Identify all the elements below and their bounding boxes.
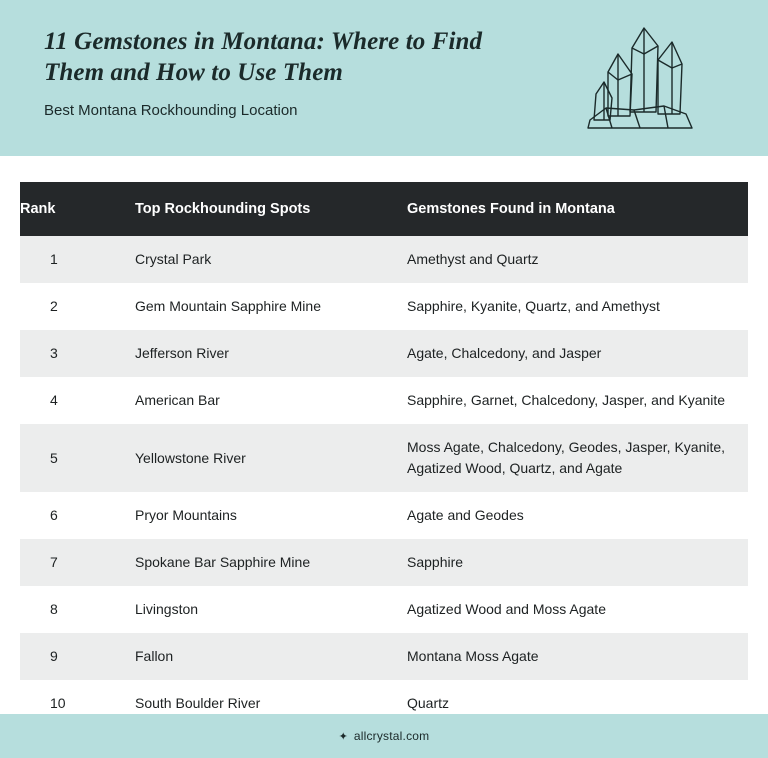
cell-spot: Pryor Mountains [135,492,407,539]
cell-rank: 9 [20,633,135,680]
cell-rank: 2 [20,283,135,330]
column-header-rank: Rank [20,182,135,236]
cell-gems: Montana Moss Agate [407,633,748,680]
cell-rank: 7 [20,539,135,586]
cell-gems: Sapphire, Kyanite, Quartz, and Amethyst [407,283,748,330]
cell-gems: Agatized Wood and Moss Agate [407,586,748,633]
cell-gems: Quartz [407,680,748,727]
cell-rank: 6 [20,492,135,539]
cell-spot: Crystal Park [135,236,407,283]
cell-spot: Yellowstone River [135,424,407,492]
column-header-spots: Top Rockhounding Spots [135,182,407,236]
cell-rank: 8 [20,586,135,633]
rockhounding-table [20,182,748,727]
column-header-gemstones: Gemstones Found in Montana [407,182,748,236]
cell-spot: South Boulder River [135,680,407,727]
cell-spot: Livingston [135,586,407,633]
cell-rank: 5 [20,424,135,492]
table-header-row [20,182,748,236]
cell-rank: 1 [20,236,135,283]
cell-spot: American Bar [135,377,407,424]
cell-gems: Sapphire [407,539,748,586]
cell-gems: Amethyst and Quartz [407,236,748,283]
table-row [20,424,748,492]
table-row [20,283,748,330]
cell-spot: Fallon [135,633,407,680]
cell-gems: Agate and Geodes [407,492,748,539]
table-row [20,586,748,633]
header-text [44,26,544,119]
page-subtitle: Best Montana Rockhounding Location [44,102,298,119]
crystal-cluster-icon [560,20,720,140]
table-body [20,236,748,727]
rockhounding-table-wrapper [20,182,748,727]
cell-spot: Jefferson River [135,330,407,377]
cell-rank: 4 [20,377,135,424]
footer-band [0,714,768,758]
table-row [20,236,748,283]
cell-gems: Sapphire, Garnet, Chalcedony, Jasper, and Kyanite [407,377,748,424]
page-title: 11 Gemstones in Montana: Where to Find Them and How to Use Them [44,28,483,86]
cell-gems: Moss Agate, Chalcedony, Geodes, Jasper, Kyanite, Agatized Wood, Quartz, and Agate [407,424,748,492]
cell-rank: 3 [20,330,135,377]
cell-rank: 10 [20,680,135,727]
table-row [20,377,748,424]
footer-site-label: allcrystal.com [353,729,430,743]
cell-gems: Agate, Chalcedony, and Jasper [407,330,748,377]
table-row [20,633,748,680]
sparkle-icon: ✦ [338,730,348,743]
table-row [20,330,748,377]
table-row [20,539,748,586]
table-header [20,182,748,236]
cell-spot: Spokane Bar Sapphire Mine [135,539,407,586]
header-band [0,0,768,156]
cell-spot: Gem Mountain Sapphire Mine [135,283,407,330]
table-row [20,492,748,539]
